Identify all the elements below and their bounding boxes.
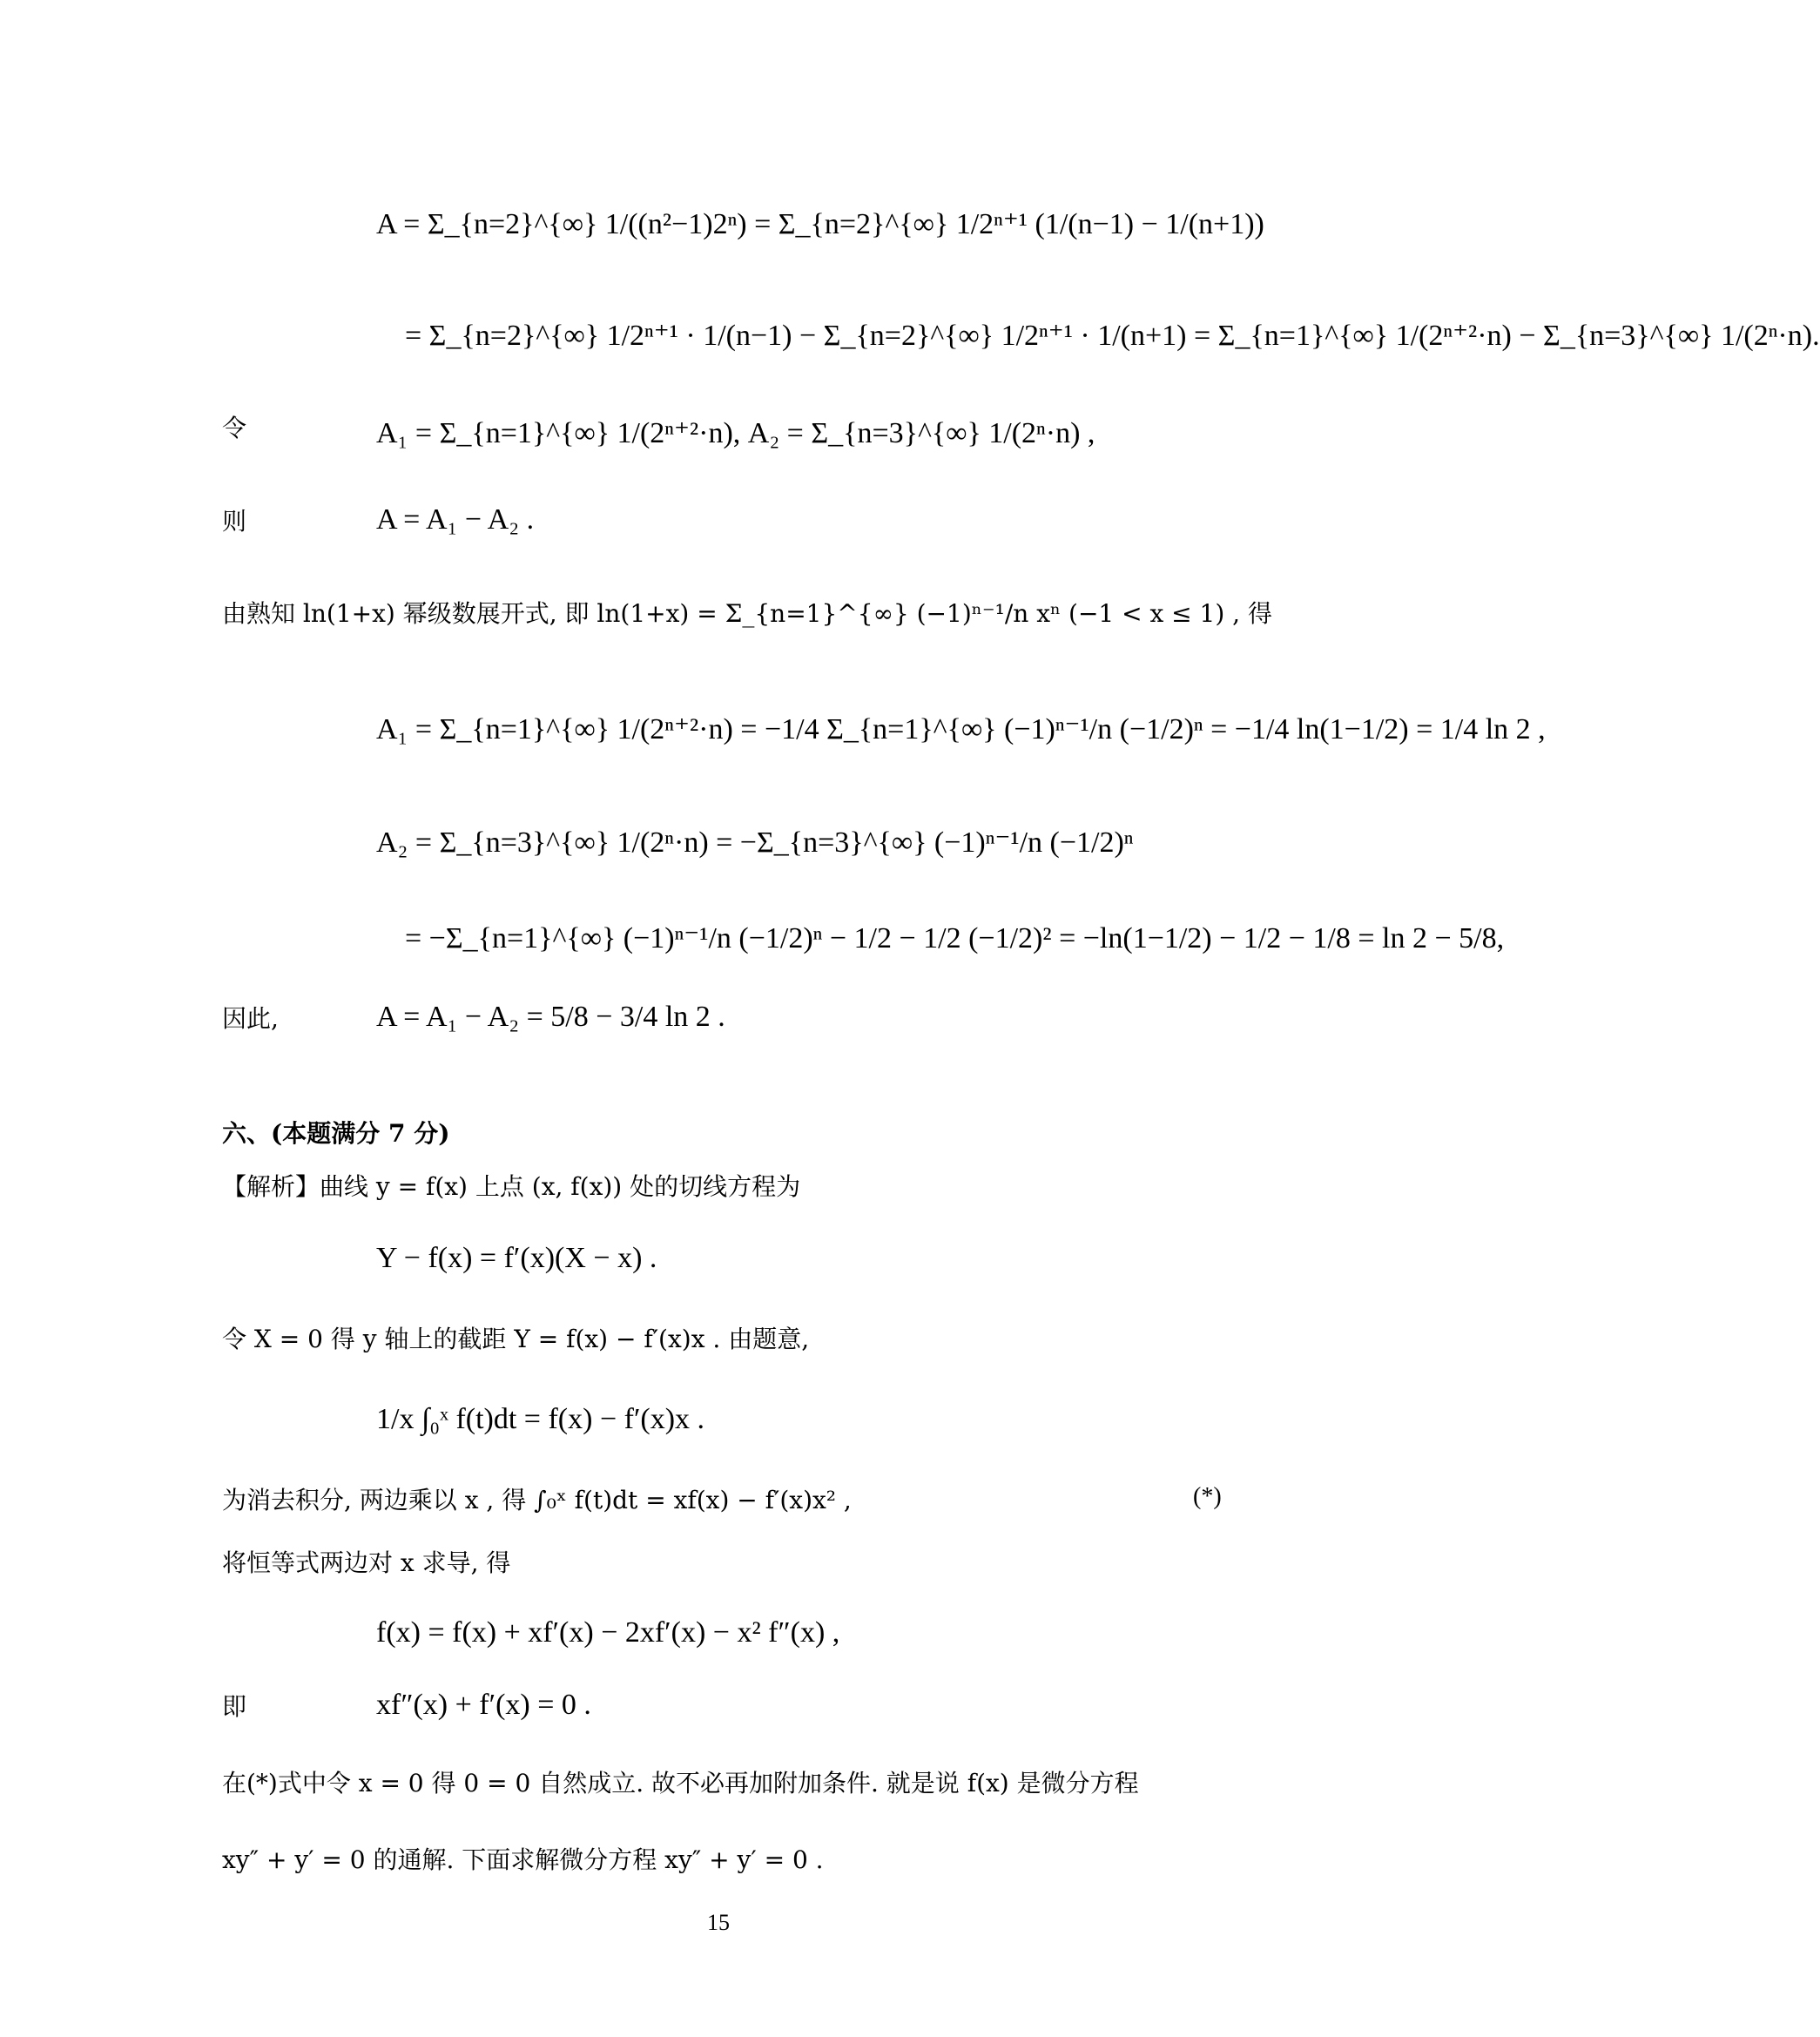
text-condition: 在(*)式中令 x = 0 得 0 = 0 自然成立. 故不必再加附加条件. 就是说 f(x) 是微分方程 [222,1769,1139,1798]
label-namely: 即 [222,1692,247,1721]
text-eliminate-integral: 为消去积分, 两边乘以 x , 得 ∫₀ˣ f(t)dt = xf(x) − f′(x)x² , [222,1486,852,1514]
analysis-intro: 【解析】曲线 y = f(x) 上点 (x, f(x)) 处的切线方程为 [222,1172,801,1201]
equation-A-line2: = Σ_{n=2}^{∞} 1/2ⁿ⁺¹ · 1/(n−1) − Σ_{n=2}^{∞} 1/2ⁿ⁺¹ · 1/(n+1) = Σ_{n=1}^{∞} 1/(2ⁿ⁺²·n) − Σ_{n=3}^{∞} 1/(2ⁿ·n). [405,320,1820,352]
equation-A1: A₁ = Σ_{n=1}^{∞} 1/(2ⁿ⁺²·n) = −1/4 Σ_{n=1}^{∞} (−1)ⁿ⁻¹/n (−1/2)ⁿ = −1/4 ln(1−1/2) = 1/4 ln 2 , [376,713,1546,745]
text-known-expansion: 由熟知 ln(1+x) 幂级数展开式, 即 ln(1+x) = Σ_{n=1}^{∞} (−1)ⁿ⁻¹/n xⁿ (−1 < x ≤ 1) , 得 [222,599,1272,628]
equation-star-marker: (*) [1193,1483,1222,1510]
page-number: 15 [707,1910,730,1935]
text-differentiate: 将恒等式两边对 x 求导, 得 [222,1548,511,1577]
equation-result: A = A₁ − A₂ = 5/8 − 3/4 ln 2 . [376,1001,725,1033]
label-let: 令 [222,414,247,442]
equation-then: A = A₁ − A₂ . [376,503,535,536]
equation-ode: xf″(x) + f′(x) = 0 . [376,1689,591,1721]
equation-tangent: Y − f(x) = f′(x)(X − x) . [376,1242,657,1274]
text-intercept: 令 X = 0 得 y 轴上的截距 Y = f(x) − f′(x)x . 由题意, [222,1325,810,1353]
equation-A2-line2: = −Σ_{n=1}^{∞} (−1)ⁿ⁻¹/n (−1/2)ⁿ − 1/2 − 1/2 (−1/2)² = −ln(1−1/2) − 1/2 − 1/8 = ln 2 − 5/8, [405,922,1505,954]
label-then: 则 [222,507,247,536]
equation-A-line1: A = Σ_{n=2}^{∞} 1/((n²−1)2ⁿ) = Σ_{n=2}^{∞} 1/2ⁿ⁺¹ (1/(n−1) − 1/(n+1)) [376,208,1264,240]
equation-derivative: f(x) = f(x) + xf′(x) − 2xf′(x) − x² f″(x) , [376,1616,840,1649]
text-general-solution: xy″ + y′ = 0 的通解. 下面求解微分方程 xy″ + y′ = 0 . [222,1845,824,1874]
equation-condition: 1/x ∫₀ˣ f(t)dt = f(x) − f′(x)x . [376,1403,705,1435]
equation-A2-line1: A₂ = Σ_{n=3}^{∞} 1/(2ⁿ·n) = −Σ_{n=3}^{∞} (−1)ⁿ⁻¹/n (−1/2)ⁿ [376,826,1134,859]
equation-let: A₁ = Σ_{n=1}^{∞} 1/(2ⁿ⁺²·n), A₂ = Σ_{n=3}^{∞} 1/(2ⁿ·n) , [376,417,1095,449]
section-heading: 六、(本题满分 7 分) [222,1119,450,1148]
label-therefore: 因此, [222,1004,279,1033]
